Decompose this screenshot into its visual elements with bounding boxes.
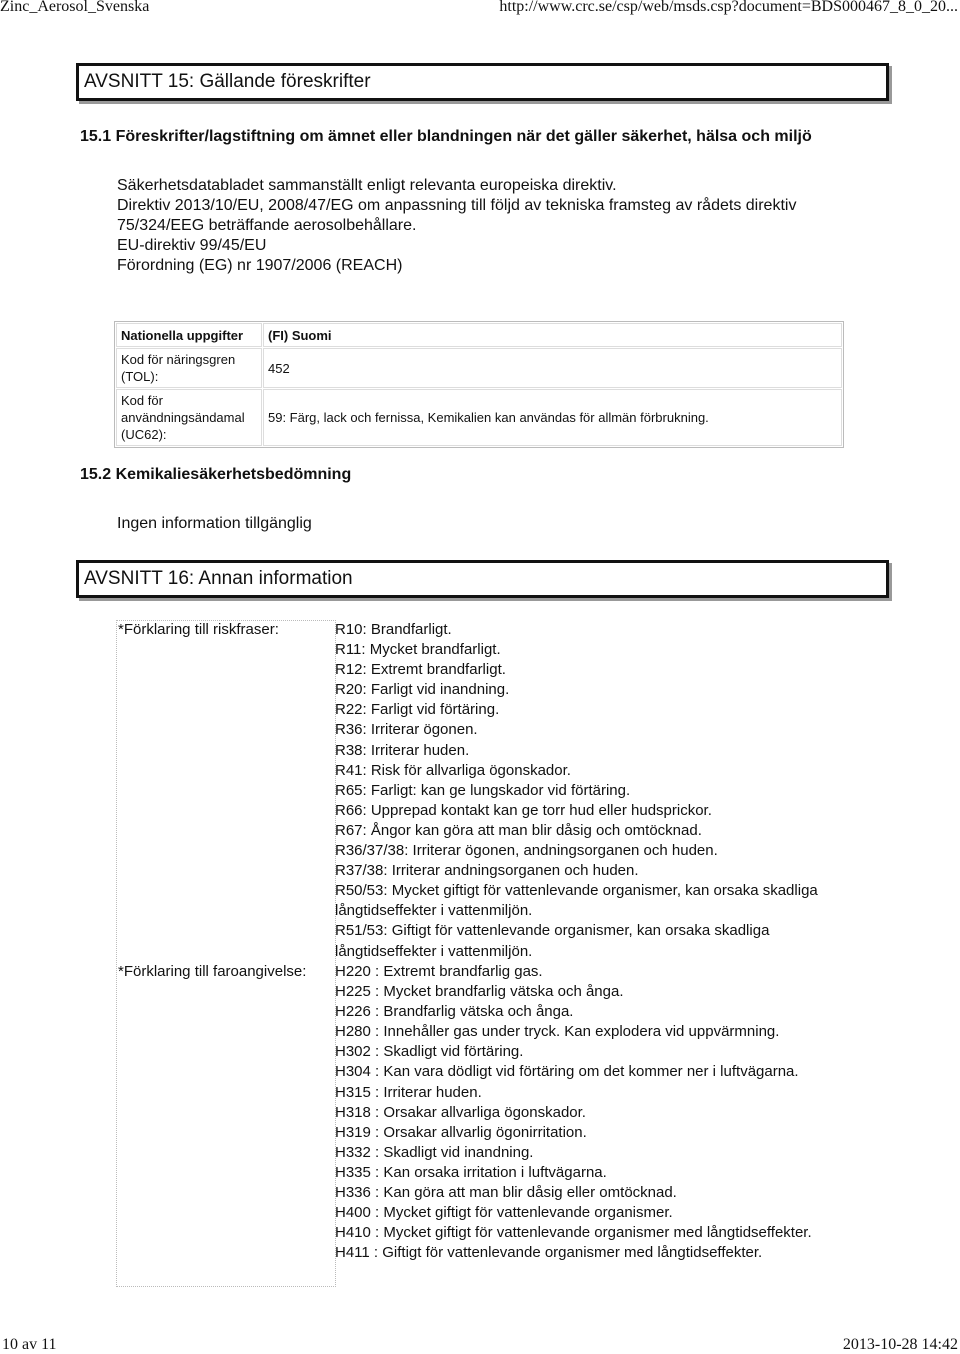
print-timestamp: 2013-10-28 14:42 <box>842 1336 958 1353</box>
risk-phrase-item: R51/53: Giftigt för vattenlevande organismer, kan orsaka skadliga långtidseffekter i vattenmiljön. <box>335 922 770 960</box>
subsection-15-2-heading: 15.2 Kemikaliesäkerhetsbedömning <box>80 466 352 483</box>
risk-phrase-item: R66: Upprepad kontakt kan ge torr hud eller hudsprickor. <box>335 801 712 819</box>
hazard-statement-item: H318 : Orsakar allvarliga ögonskador. <box>335 1103 586 1121</box>
print-header-title: Zinc_Aerosol_Svenska <box>0 0 150 15</box>
hazard-statement-item: H225 : Mycket brandfarlig vätska och ånga. <box>335 983 624 1001</box>
hazard-statement-item: H302 : Skadligt vid förtäring. <box>335 1043 524 1061</box>
regulation-text <box>117 176 796 276</box>
table-cell-value: 59: Färg, lack och fernissa, Kemikalien kan användas för allmän förbrukning. <box>263 389 842 446</box>
table-row <box>116 348 842 388</box>
risk-phrases-list <box>335 620 855 962</box>
risk-phrase-item: R67: Ångor kan göra att man blir dåsig och omtöcknad. <box>335 821 702 839</box>
hazard-statement-item: H220 : Extremt brandfarlig gas. <box>335 963 543 980</box>
risk-phrase-item: R11: Mycket brandfarligt. <box>335 641 501 659</box>
hazard-statements-label: *Förklaring till faroangivelse: <box>118 963 307 980</box>
national-info-table <box>114 321 844 448</box>
hazard-statement-item: H280 : Innehåller gas under tryck. Kan explodera vid uppvärmning. <box>335 1023 780 1041</box>
print-header-url: http://www.crc.se/csp/web/msds.csp?document=BDS000467_8_0_20... <box>499 0 958 15</box>
hazard-statement-item: H400 : Mycket giftigt för vattenlevande organismer. <box>335 1204 673 1222</box>
hazard-statement-item: H411 : Giftigt för vattenlevande organismer med långtidseffekter. <box>335 1244 763 1262</box>
risk-phrase-item: R65: Farligt: kan ge lungskador vid förtäring. <box>335 781 631 799</box>
hazard-statement-item: H332 : Skadligt vid inandning. <box>335 1143 534 1161</box>
hazard-statement-item: H335 : Kan orsaka irritation i luftvägarna. <box>335 1163 607 1181</box>
risk-phrase-item: R12: Extremt brandfarligt. <box>335 661 506 679</box>
table-cell-label: Kod för näringsgren (TOL): <box>116 348 262 388</box>
label-column-border <box>116 620 336 1287</box>
hazard-statement-item: H410 : Mycket giftigt för vattenlevande organismer med långtidseffekter. <box>335 1224 812 1242</box>
risk-phrase-item: R50/53: Mycket giftigt för vattenlevande organismer, kan orsaka skadliga långtidseffekter i vattenmiljön. <box>335 882 818 920</box>
table-row <box>116 389 842 446</box>
section-16-title: AVSNITT 16: Annan information <box>76 560 889 598</box>
table-cell-value: 452 <box>263 348 842 388</box>
risk-phrase-item: R20: Farligt vid inandning. <box>335 681 510 699</box>
national-header-label: Nationella uppgifter <box>116 323 262 347</box>
section-15-title: AVSNITT 15: Gällande föreskrifter <box>76 63 889 101</box>
page-number: 10 av 11 <box>2 1336 57 1353</box>
hazard-statement-item: H226 : Brandfarlig vätska och ånga. <box>335 1003 574 1021</box>
regulation-line: 75/324/EEG beträffande aerosolbehållare. <box>117 217 417 234</box>
subsection-15-1-heading: 15.1 Föreskrifter/lagstiftning om ämnet eller blandningen när det gäller säkerhet, hälsa och miljö <box>80 128 812 145</box>
risk-phrase-item: R22: Farligt vid förtäring. <box>335 701 500 719</box>
risk-phrase-item: R37/38: Irriterar andningsorganen och huden. <box>335 862 639 880</box>
hazard-statements-list <box>335 962 855 1263</box>
regulation-line: Säkerhetsdatabladet sammanställt enligt relevanta europeiska direktiv. <box>117 177 617 194</box>
regulation-line: Förordning (EG) nr 1907/2006 (REACH) <box>117 257 403 274</box>
regulation-line: EU-direktiv 99/45/EU <box>117 237 267 254</box>
hazard-statement-item: H336 : Kan göra att man blir dåsig eller omtöcknad. <box>335 1184 677 1202</box>
risk-phrase-item: R41: Risk för allvarliga ögonskador. <box>335 761 571 779</box>
hazard-statement-item: H304 : Kan vara dödligt vid förtäring om det kommer ner i luftvägarna. <box>335 1063 799 1081</box>
table-cell-label: Kod för användningsändamal (UC62): <box>116 389 262 446</box>
risk-phrase-item: R36/37/38: Irriterar ögonen, andningsorganen och huden. <box>335 842 718 860</box>
risk-phrase-item: R10: Brandfarligt. <box>335 621 452 638</box>
table-row <box>116 323 842 347</box>
hazard-statement-item: H315 : Irriterar huden. <box>335 1083 482 1101</box>
national-header-value: (FI) Suomi <box>263 323 842 347</box>
risk-phrase-item: R38: Irriterar huden. <box>335 741 470 759</box>
hazard-statement-item: H319 : Orsakar allvarlig ögonirritation. <box>335 1123 587 1141</box>
risk-phrase-item: R36: Irriterar ögonen. <box>335 721 478 739</box>
regulation-line: Direktiv 2013/10/EU, 2008/47/EG om anpassning till följd av tekniska framsteg av rådets direktiv <box>117 197 797 214</box>
assessment-text: Ingen information tillgänglig <box>117 515 312 532</box>
risk-phrases-label: *Förklaring till riskfraser: <box>118 621 279 638</box>
